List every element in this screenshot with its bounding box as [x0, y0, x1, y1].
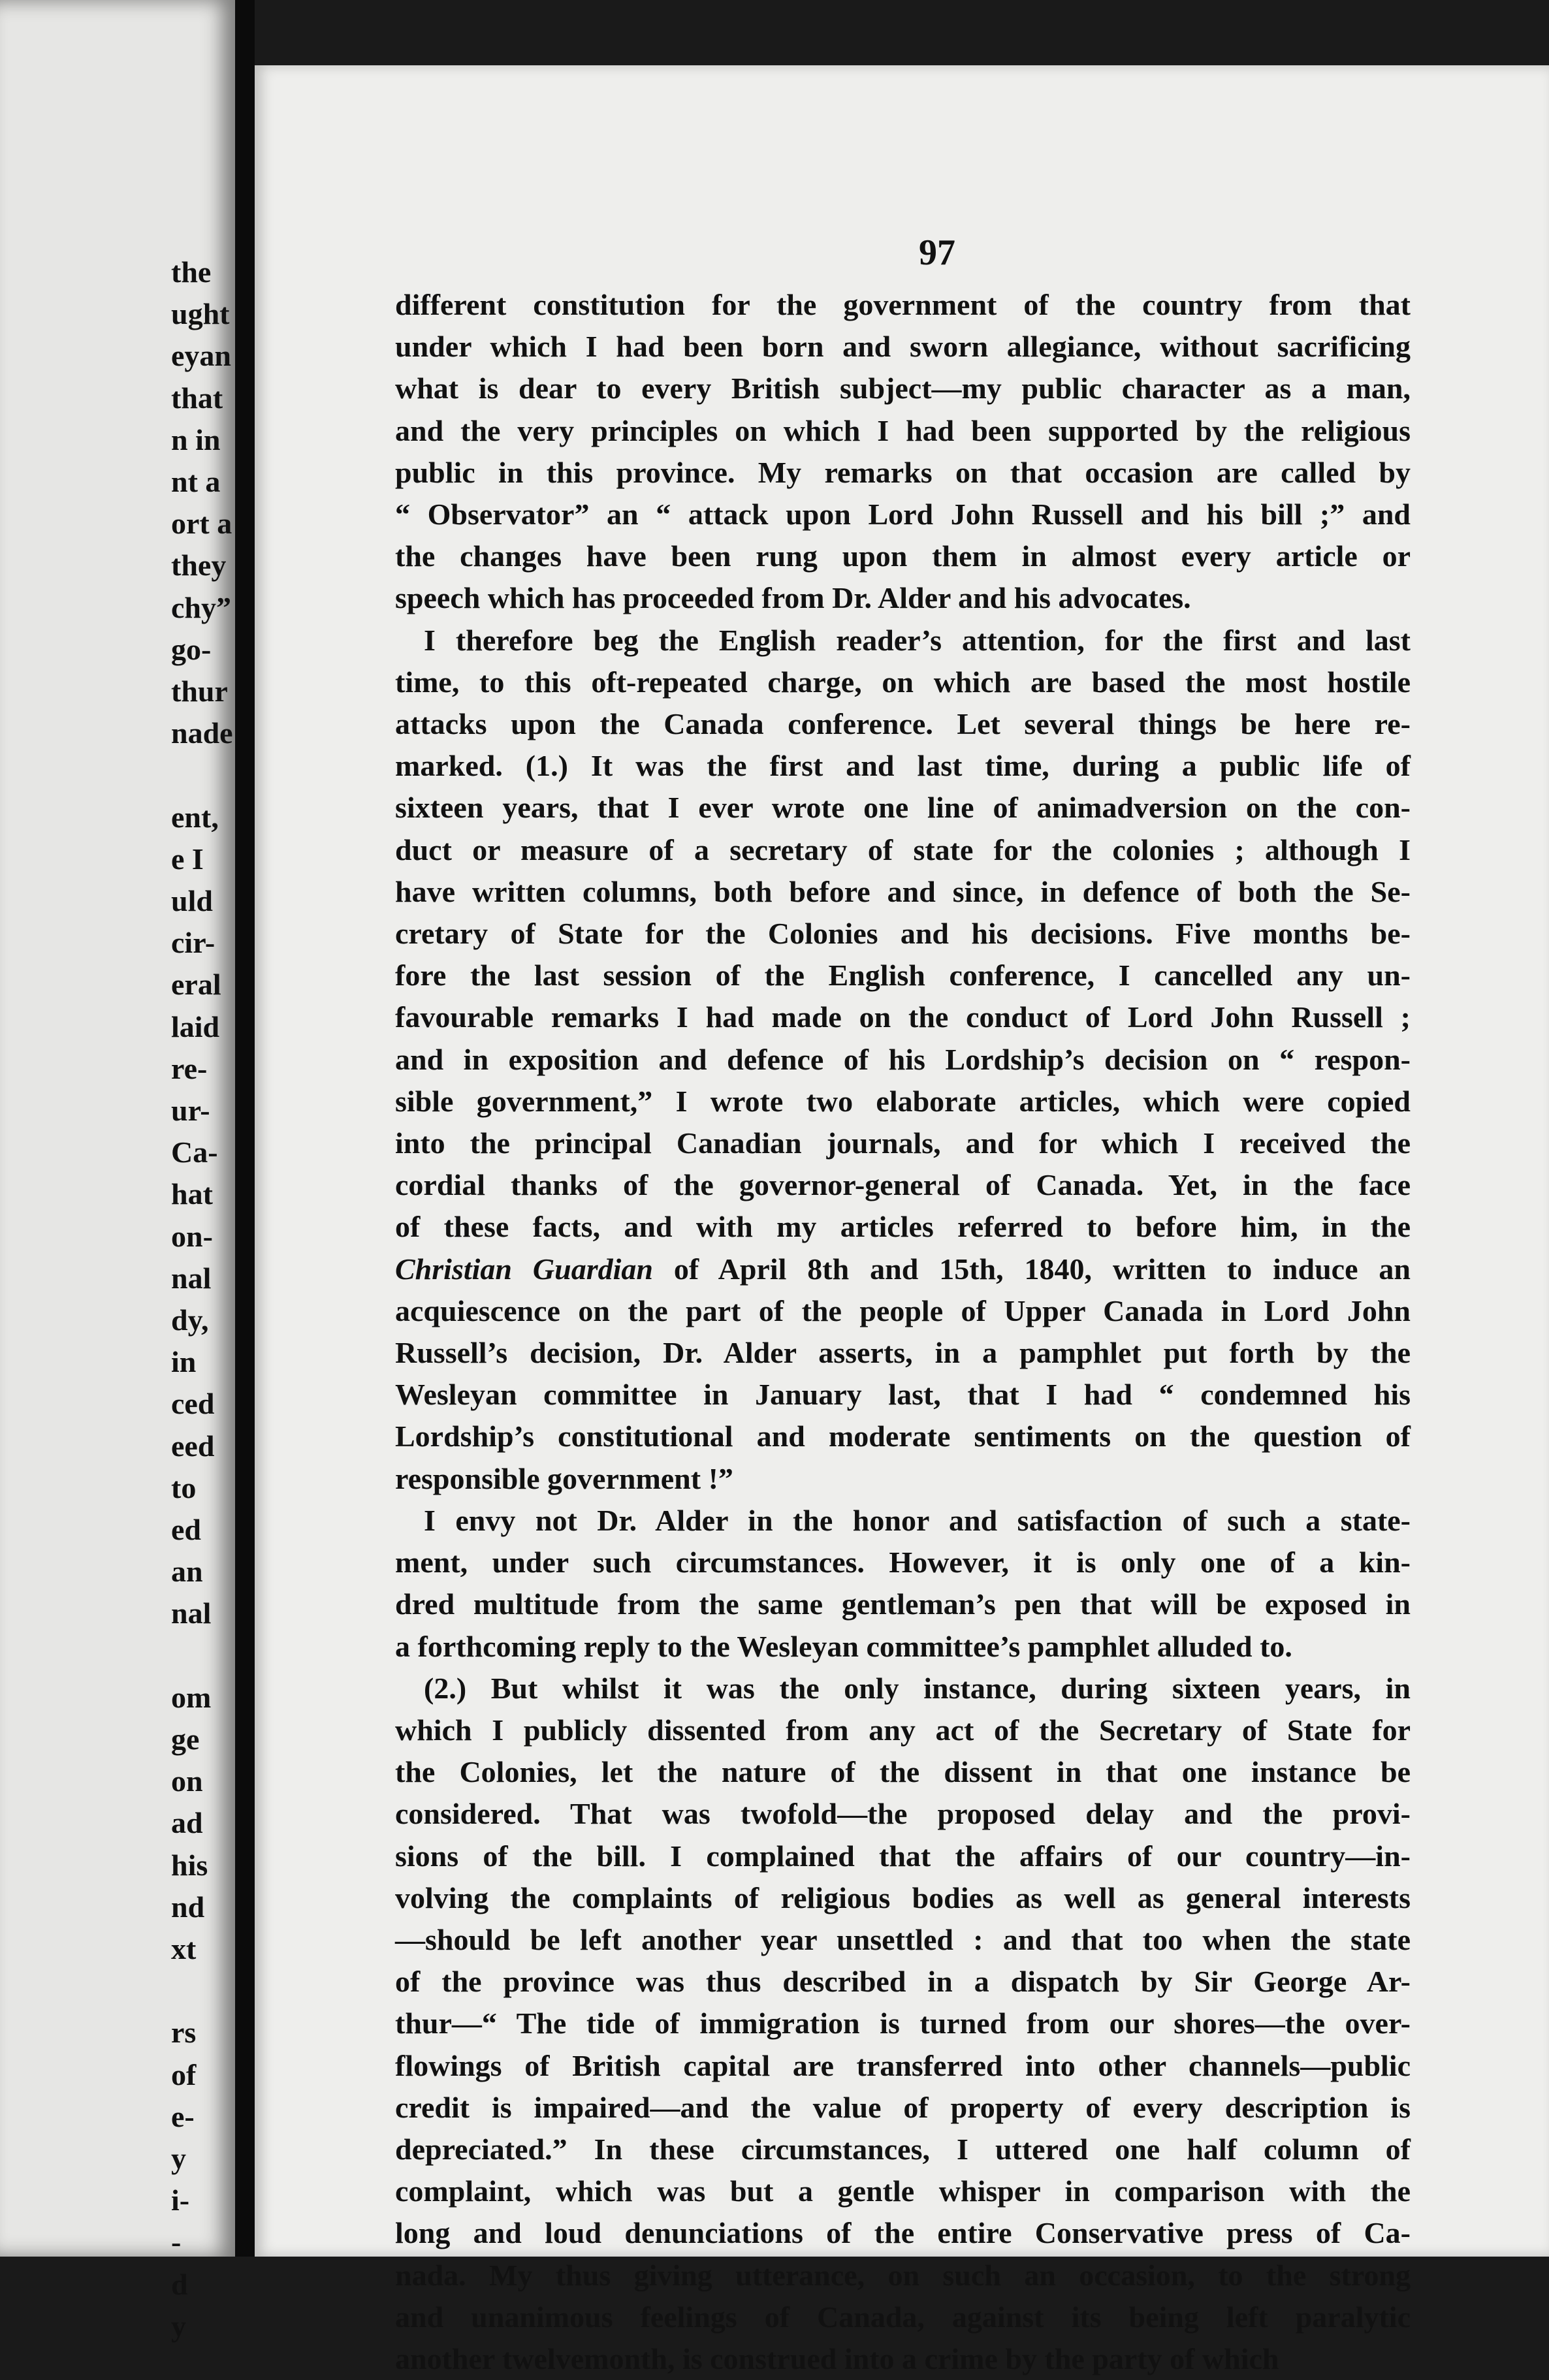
facing-page-line-fragment: ed — [171, 1513, 201, 1546]
text-line: into the principal Canadian journals, and for which I received the — [395, 1126, 1411, 1160]
facing-page-line-fragment: of — [171, 2057, 197, 2091]
facing-page-line-fragment: n in — [171, 422, 221, 456]
text-line: Wesleyan committee in January last, that I had “ condemned his — [395, 1378, 1411, 1412]
book-page — [255, 65, 1549, 2375]
text-line: duct or measure of a secretary of state for the colonies ; although I — [395, 833, 1411, 866]
text-line: have written columns, both before and since, in defence of both the Se- — [395, 874, 1411, 908]
text-line: fore the last session of the English conference, I cancelled any un- — [395, 959, 1411, 992]
text-line: complaint, which was but a gentle whisper in comparison with the — [395, 2174, 1411, 2208]
text-line: cordial thanks of the governor-general of Canada. Yet, in the face — [395, 1168, 1411, 1202]
text-line: I therefore beg the English reader’s attention, for the first and last — [424, 623, 1411, 657]
facing-page-line-fragment: ced — [171, 1387, 215, 1421]
text-line: nada. My thus giving utterance, on such an occasion, to the strong — [395, 2258, 1411, 2292]
text-line: attacks upon the Canada conference. Let several things be here re- — [395, 707, 1411, 741]
facing-page-line-fragment: in — [171, 1345, 197, 1379]
facing-page-line-fragment: e I — [171, 842, 204, 876]
facing-page-line-fragment: cir- — [171, 926, 216, 960]
text-line: which I publicly dissented from any act of the Secretary of State for — [395, 1713, 1411, 1747]
facing-page-line-fragment: nade — [171, 716, 233, 750]
text-line: time, to this oft-repeated charge, on which are based the most hostile — [395, 665, 1411, 699]
text-line: sions of the bill. I complained that the affairs of our country—in- — [395, 1839, 1411, 1873]
text-line: (2.) But whilst it was the only instance, during sixteen years, in — [424, 1671, 1411, 1705]
facing-page-line-fragment: nal — [171, 1596, 212, 1630]
facing-page-line-fragment: they — [171, 548, 227, 582]
facing-page-line-fragment: ught — [171, 297, 230, 331]
facing-page-line-fragment: om — [171, 1680, 212, 1714]
text-line: Lordship’s constitutional and moderate sentiments on the question of — [395, 1420, 1411, 1453]
facing-page-line-fragment: y — [171, 2309, 186, 2343]
facing-page-fragment — [0, 0, 235, 2343]
text-line: different constitution for the government of the country from that — [395, 288, 1411, 321]
text-line: credit is impaired—and the value of property of every description is — [395, 2090, 1411, 2124]
facing-page-line-fragment: re- — [171, 1051, 208, 1085]
text-line: Russell’s decision, Dr. Alder asserts, in a pamphlet put forth by the — [395, 1336, 1411, 1370]
text-line: long and loud denunciations of the entire Conservative press of Ca- — [395, 2216, 1411, 2250]
facing-page-line-fragment: nd — [171, 1890, 205, 1924]
text-line: “ Observator” an “ attack upon Lord John Russell and his bill ;” and — [395, 498, 1411, 532]
text-line: what is dear to every British subject—my public character as a man, — [395, 372, 1411, 405]
facing-page-line-fragment: d — [171, 2267, 188, 2301]
text-line: favourable remarks I had made on the conduct of Lord John Russell ; — [395, 1000, 1411, 1034]
facing-page-line-fragment: xt — [171, 1932, 197, 1965]
text-line: flowings of British capital are transferred into other channels—public — [395, 2048, 1411, 2082]
text-line: sible government,” I wrote two elaborate articles, which were copied — [395, 1084, 1411, 1118]
facing-page-line-fragment: ur- — [171, 1094, 210, 1127]
facing-page-line-fragment: on- — [171, 1219, 213, 1253]
facing-page-line-fragment: eed — [171, 1429, 215, 1463]
facing-page-line-fragment: eyan — [171, 339, 231, 373]
facing-page-line-fragment: ort a — [171, 507, 232, 541]
text-line: and unanimous feelings of Canada, against its being left paralytic — [395, 2300, 1411, 2334]
facing-page-line-fragment: on — [171, 1764, 203, 1798]
text-line: a forthcoming reply to the Wesleyan committee’s pamphlet alluded to. — [395, 1629, 1292, 1663]
text-line: and the very principles on which I had been supported by the religious — [395, 413, 1411, 447]
facing-page-line-fragment: the — [171, 255, 212, 289]
text-line: acquiescence on the part of the people of Upper Canada in Lord John — [395, 1293, 1411, 1327]
facing-page-line-fragment: an — [171, 1555, 203, 1589]
facing-page-line-fragment: dy, — [171, 1303, 209, 1337]
facing-page-line-fragment: his — [171, 1848, 208, 1882]
facing-page-line-fragment: chy” — [171, 590, 231, 624]
facing-page-line-fragment: laid — [171, 1009, 220, 1043]
facing-page-line-fragment: - — [171, 2225, 182, 2259]
facing-page-line-fragment: eral — [171, 968, 221, 1002]
text-line: public in this province. My remarks on that occasion are called by — [395, 455, 1411, 489]
text-line: the Colonies, let the nature of the dissent in that one instance be — [395, 1755, 1411, 1789]
facing-page-line-fragment: hat — [171, 1177, 213, 1211]
text-line: another twelvemonth, is construed into a crime by the party of which — [395, 2341, 1279, 2375]
text-line: cretary of State for the Colonies and his decisions. Five months be- — [395, 917, 1411, 951]
facing-page-line-fragment: y — [171, 2142, 186, 2175]
facing-page-line-fragment: i- — [171, 2183, 190, 2217]
text-line: sixteen years, that I ever wrote one line of animadversion on the con- — [395, 791, 1411, 825]
text-line: considered. That was twofold—the proposed delay and the provi- — [395, 1797, 1411, 1831]
text-line: ment, under such circumstances. However, it is only one of a kin- — [395, 1546, 1411, 1579]
facing-page-line-fragment: uld — [171, 884, 213, 917]
facing-page-line-fragment: Ca- — [171, 1135, 218, 1169]
facing-page-line-fragment: go- — [171, 632, 212, 666]
text-line: —should be left another year unsettled : and that too when the state — [395, 1922, 1411, 1956]
text-line: of these facts, and with my articles referred to before him, in the — [395, 1210, 1411, 1244]
text-line: depreciated.” In these circumstances, I uttered one half column of — [395, 2132, 1411, 2166]
facing-page-line-fragment: nt a — [171, 465, 221, 498]
text-line: Christian Guardian of April 8th and 15th, 1840, written to induce an — [395, 1252, 1411, 1286]
text-line: volving the complaints of religious bodies as well as general interests — [395, 1880, 1411, 1914]
facing-page-line-fragment: to — [171, 1470, 197, 1504]
facing-page-line-fragment: that — [171, 381, 223, 415]
facing-page-line-fragment: rs — [171, 2016, 197, 2050]
facing-page-line-fragment: ge — [171, 1722, 200, 1756]
text-line: marked. (1.) It was the first and last time, during a public life of — [395, 749, 1411, 783]
facing-page-line-fragment: ad — [171, 1806, 203, 1840]
text-line: of the province was thus described in a dispatch by Sir George Ar- — [395, 1965, 1411, 1999]
text-line: the changes have been rung upon them in almost every article or — [395, 539, 1411, 573]
facing-page-line-fragment: thur — [171, 674, 228, 708]
page-number: 97 — [919, 232, 955, 273]
italic-title: Christian Guardian — [395, 1252, 653, 1286]
text-line: I envy not Dr. Alder in the honor and satisfaction of such a state- — [424, 1503, 1411, 1537]
text-line: responsible government !” — [395, 1461, 733, 1495]
text-line: and in exposition and defence of his Lordship’s decision on “ respon- — [395, 1042, 1411, 1076]
book-gutter — [235, 0, 255, 2257]
text-line: thur—“ The tide of immigration is turned from our shores—the over- — [395, 2007, 1411, 2040]
text-line: speech which has proceeded from Dr. Alder and his advocates. — [395, 581, 1191, 615]
page-body-text — [395, 284, 1411, 2380]
facing-page-line-fragment: nal — [171, 1261, 212, 1295]
text-line: dred multitude from the same gentleman’s pen that will be exposed in — [395, 1587, 1411, 1621]
facing-page-line-fragment: e- — [171, 2099, 195, 2133]
facing-page-line-fragment: ent, — [171, 800, 219, 834]
text-line: under which I had been born and sworn allegiance, without sacrificing — [395, 330, 1411, 364]
